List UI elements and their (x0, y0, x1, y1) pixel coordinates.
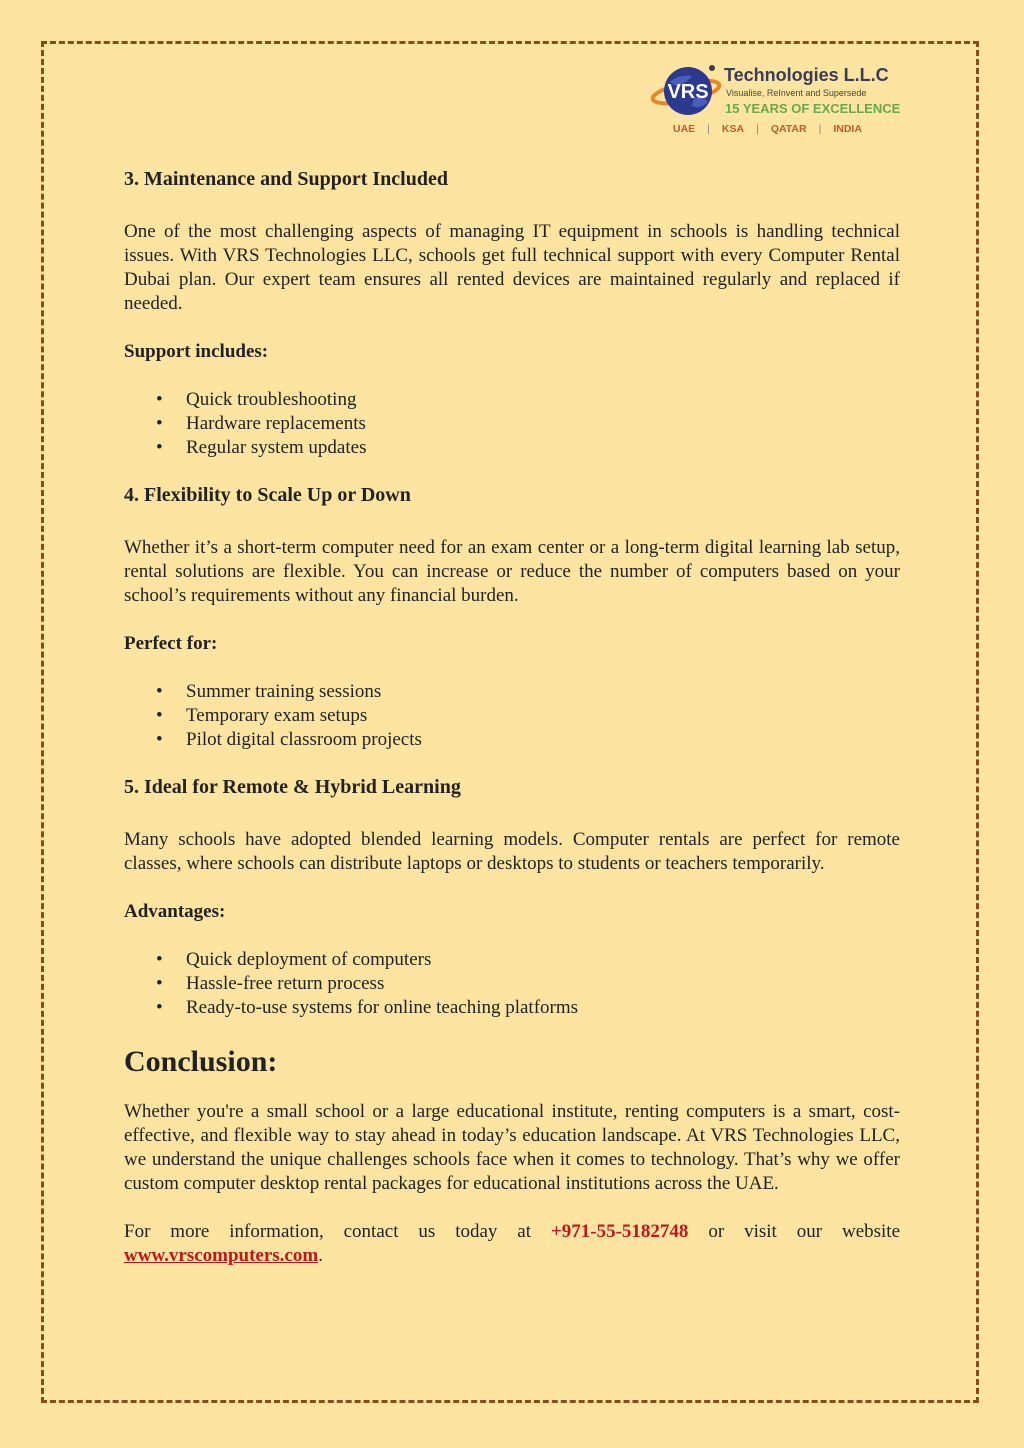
section-5-list (124, 948, 900, 1020)
brand-tagline: Visualise, ReInvent and Supersede (726, 88, 867, 98)
region-list: UAE | KSA | QATAR | INDIA (673, 123, 862, 135)
section-4-heading: 4. Flexibility to Scale Up or Down (124, 484, 411, 506)
globe-icon (648, 62, 724, 122)
region-india: INDIA (833, 123, 862, 135)
section-4-list-title: Perfect for: (124, 633, 218, 654)
list-item: • Temporary exam setups (186, 704, 900, 728)
brand-name: Technologies L.L.C (724, 65, 889, 85)
list-item: • Ready-to-use systems for online teaching platforms (186, 996, 900, 1020)
list-item: • Hardware replacements (186, 412, 900, 436)
list-item: • Regular system updates (186, 436, 900, 460)
section-5-heading: 5. Ideal for Remote & Hybrid Learning (124, 776, 461, 798)
brand-initials: VRS (667, 81, 709, 103)
section-3-list-title: Support includes: (124, 341, 269, 362)
region-ksa: KSA (721, 123, 745, 135)
region-qatar: QATAR (770, 123, 807, 135)
section-3-body: One of the most challenging aspects of managing IT equipment in schools is handling technical issues. With VRS Technologies LLC, schools get full technical support with every Computer Rental Dubai plan. Our expert team ensures all rented devices are maintained regularly and replaced if needed. (124, 221, 900, 314)
phone-number[interactable]: +971-55-5182748 (550, 1221, 689, 1242)
contact-prefix: For more information, contact us today at (124, 1221, 532, 1242)
section-3-list (124, 388, 900, 460)
list-item: • Summer training sessions (186, 680, 900, 704)
document-body (124, 166, 900, 1268)
contact-suffix: . (318, 1245, 323, 1266)
list-item: • Pilot digital classroom projects (186, 728, 900, 752)
website-line (124, 1244, 900, 1268)
section-3-heading: 3. Maintenance and Support Included (124, 168, 448, 190)
conclusion-heading: Conclusion: (124, 1045, 278, 1078)
list-item: • Hassle-free return process (186, 972, 900, 996)
contact-line (124, 1220, 900, 1244)
region-uae: UAE (673, 123, 696, 135)
website-link[interactable]: www.vrscomputers.com (124, 1245, 319, 1266)
contact-mid: or visit our website (708, 1221, 901, 1242)
section-4-list (124, 680, 900, 752)
years-of-excellence: 15 YEARS OF EXCELLENCE (725, 101, 901, 116)
section-5-body: Many schools have adopted blended learning models. Computer rentals are perfect for remote classes, where schools can distribute laptops or desktops to students or teachers temporarily. (124, 829, 900, 874)
list-item: • Quick deployment of computers (186, 948, 900, 972)
company-logo (648, 62, 908, 142)
list-item: • Quick troubleshooting (186, 388, 900, 412)
conclusion-body: Whether you're a small school or a large educational institute, renting computers is a smart, cost-effective, and flexible way to stay ahead in today’s education landscape. At VRS Technologies LLC, we understand the unique challenges schools face when it comes to technology. That’s why we offer custom computer desktop rental packages for educational institutions across the UAE. (124, 1101, 900, 1194)
section-4-body: Whether it’s a short-term computer need for an exam center or a long-term digital learning lab setup, rental solutions are flexible. You can increase or reduce the number of computers based on your school’s requirements without any financial burden. (124, 537, 900, 606)
section-5-list-title: Advantages: (124, 901, 226, 922)
